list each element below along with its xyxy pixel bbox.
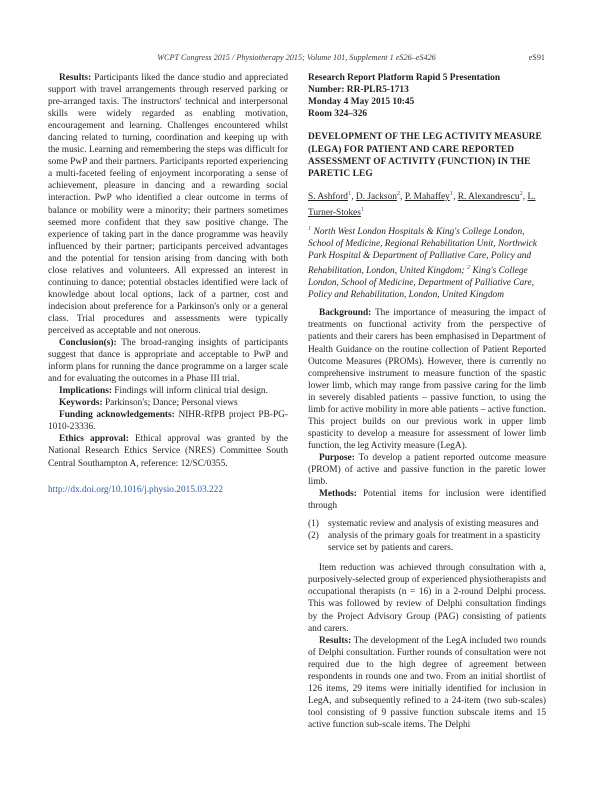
abstract-title: DEVELOPMENT OF THE LEG ACTIVITY MEASURE (LEGA) FOR PATIENT AND CARE REPORTED ASSESSMENT OF ACTIVITY (FUNCTION) IN THE PARETIC LEG (308, 132, 542, 179)
results-label: Results: (319, 635, 352, 646)
author-name[interactable]: L. Turner-Stokes (308, 192, 536, 218)
right-column (308, 72, 546, 731)
funding-text: NIHR-RfPB project PB-PG-1010-23336. (48, 410, 289, 433)
list-item-text: systematic review and analysis of existing measures and (328, 519, 539, 530)
ethics-paragraph (48, 433, 288, 469)
implications-text: Findings will inform clinical trial design. (114, 386, 268, 397)
results-label: Results: (59, 73, 92, 83)
ethics-text: Ethical approval was granted by the National Research Ethics Service (NRES) Committee South Central Southampton A, reference: 12/SC/0355. (48, 434, 288, 469)
funding-paragraph (48, 409, 288, 433)
affiliation-2: King's College London, School of Medicine, Department of Palliative Care, Policy and Rehabilitation, London, United Kingdom (308, 266, 534, 301)
author-separator: , (522, 192, 528, 203)
conclusions-label: Conclusion(s): (59, 338, 117, 349)
methods-label: Methods: (319, 489, 357, 500)
author-name[interactable]: P. Mahaffey (404, 192, 450, 203)
author-separator: , (351, 192, 356, 203)
affiliation-sup: 2 (466, 263, 471, 271)
author-affiliation-sup: 1 (449, 190, 454, 198)
methods-list (308, 518, 546, 554)
author-affiliation-sup: 2 (396, 190, 401, 198)
methods-text: Potential items for inclusion were identified through (308, 489, 546, 512)
author-list (308, 188, 546, 219)
implications-label: Implications: (59, 386, 112, 397)
author-name[interactable]: D. Jackson (355, 192, 397, 203)
abstract-number: Number: RR-PLR5-1713 (308, 85, 409, 96)
purpose-text: To develop a patient reported outcome measure (PROM) of active and passive function in the paretic lower limb. (308, 452, 547, 488)
results-paragraph (48, 72, 288, 337)
session-room: Room 324–326 (308, 109, 368, 120)
author-separator: , (453, 192, 458, 203)
affiliation-1: North West London Hospitals & King's College London, School of Medicine, Regional Rehabilitation Unit, Northwick Park Hospital & Department of Palliative Care, Policy and Rehabilitation, London, United Kingdom; (308, 226, 537, 277)
results-text: The development of the LegA included two rounds of Delphi consultation. Further rounds of consultation were not required due to the high degree of agreement between respondents in rounds one and two. From an initial shortlist of 126 items, 29 items were initially identified for inclusion in LegA, and subsequently refined to a 24-item (two sub-scales) tool consisting of 9 passive function subscale items and 15 active function sub-scale items. The Delphi (308, 635, 546, 730)
page-number: eS91 (528, 53, 545, 62)
item-reduction-paragraph: Item reduction was achieved through consultation with a, purposively-selected group of experienced physiotherapists and occupational therapists (n = 16) in a 2-round Delphi process. This was followed by review of Delphi consultation findings by the Project Advisory Group (PAG) consisting of patients and carers. (308, 563, 546, 634)
implications-paragraph (48, 385, 288, 397)
background-label: Background: (319, 308, 372, 319)
affiliations (308, 223, 546, 302)
background-paragraph (308, 307, 546, 452)
list-item-number: (2) (308, 531, 319, 542)
background-text: The importance of measuring the impact of treatments on functional activity from the perspective of patients and their carers has been emphasised in Department of Health Guidance on the routine collection of Patient Reported Outcome Measures (PROMs). However, there is currently no comprehensive instrument to measure function of the spastic lower limb, which may range from passive caring for the limb in severely disabled patients – passive function, to using the limb for active mobility in more able patients – active function. This project builds on our previous work in upper limb spasticity to develop a measure for assessment of lower limb function, the leg Activity measure (LegA). (308, 308, 546, 451)
left-column (48, 72, 288, 496)
author-name[interactable]: S. Ashford (308, 192, 348, 203)
author-name[interactable]: R. Alexandrescu (457, 192, 520, 203)
purpose-paragraph (308, 452, 546, 488)
author-affiliation-sup: 2 (519, 190, 523, 198)
methods-paragraph (308, 488, 546, 512)
session-date: Monday 4 May 2015 10:45 (308, 97, 415, 108)
journal-citation: WCPT Congress 2015 / Physiotherapy 2015; Volume 101, Supplement 1 eS26–eS426 (157, 53, 436, 62)
ethics-label: Ethics approval: (59, 434, 129, 445)
keywords-text: Parkinson's; Dance; Personal views (104, 398, 238, 409)
conclusions-text: The broad-ranging insights of participants suggest that dance is appropriate and acceptable to PwP and inform plans for running the dance programme on a larger scale and for evaluating the outcomes in a Phase III trial. (48, 338, 289, 385)
author-separator: , (400, 192, 405, 203)
author-affiliation-sup: 1 (347, 190, 352, 198)
affiliation-sup: 1 (308, 224, 312, 232)
list-item (308, 518, 546, 530)
purpose-label: Purpose: (319, 452, 355, 463)
keywords-paragraph (48, 397, 288, 409)
running-header (48, 53, 545, 65)
session-type: Research Report Platform Rapid 5 Presentation (308, 73, 501, 83)
keywords-label: Keywords: (59, 398, 103, 409)
funding-label: Funding acknowledgements: (59, 410, 175, 421)
list-item-number: (1) (308, 519, 319, 530)
list-item (308, 530, 546, 554)
results-text: Participants liked the dance studio and appreciated support with travel arrangements through reserved parking or pre-arranged taxis. The instructors' technical and interpersonal skills were widely regarded as enabling motivation, encouragement and learning. Challenges encountered whilst dancing related to turning, coordination and keeping up with the music. Learning and remembering the steps was difficult for some PwP and their partners. Participants reported experiencing a multi-faceted feeling of enjoyment incorporating a sense of achievement, pleasure in dancing and a rewarding social interaction. PwP who identified a clear outcome in terms of balance or mobility were a minority; their partners sometimes seemed more confident that they saw positive change. The experience of taking part in the dance programme was heavily influenced by their partner; participants perceived advantages and the potential for tension arising from dancing with both close relatives and volunteers. All expressed an interest in continuing to dance; potential obstacles identified were lack of knowledge about local options, lack of a partner, cost and indecision about preference for a Parkinson's only or a general class. Trial procedures and assessments were typically perceived as acceptable and not onerous. (48, 73, 288, 336)
doi-link[interactable]: http://dx.doi.org/10.1016/j.physio.2015.03.222 (48, 484, 224, 495)
author-affiliation-sup: 1 (360, 205, 365, 213)
list-item-text: analysis of the primary goals for treatment in a spasticity service set by patients and carers. (328, 531, 541, 554)
conclusions-paragraph (48, 337, 288, 385)
results-paragraph (308, 635, 546, 731)
